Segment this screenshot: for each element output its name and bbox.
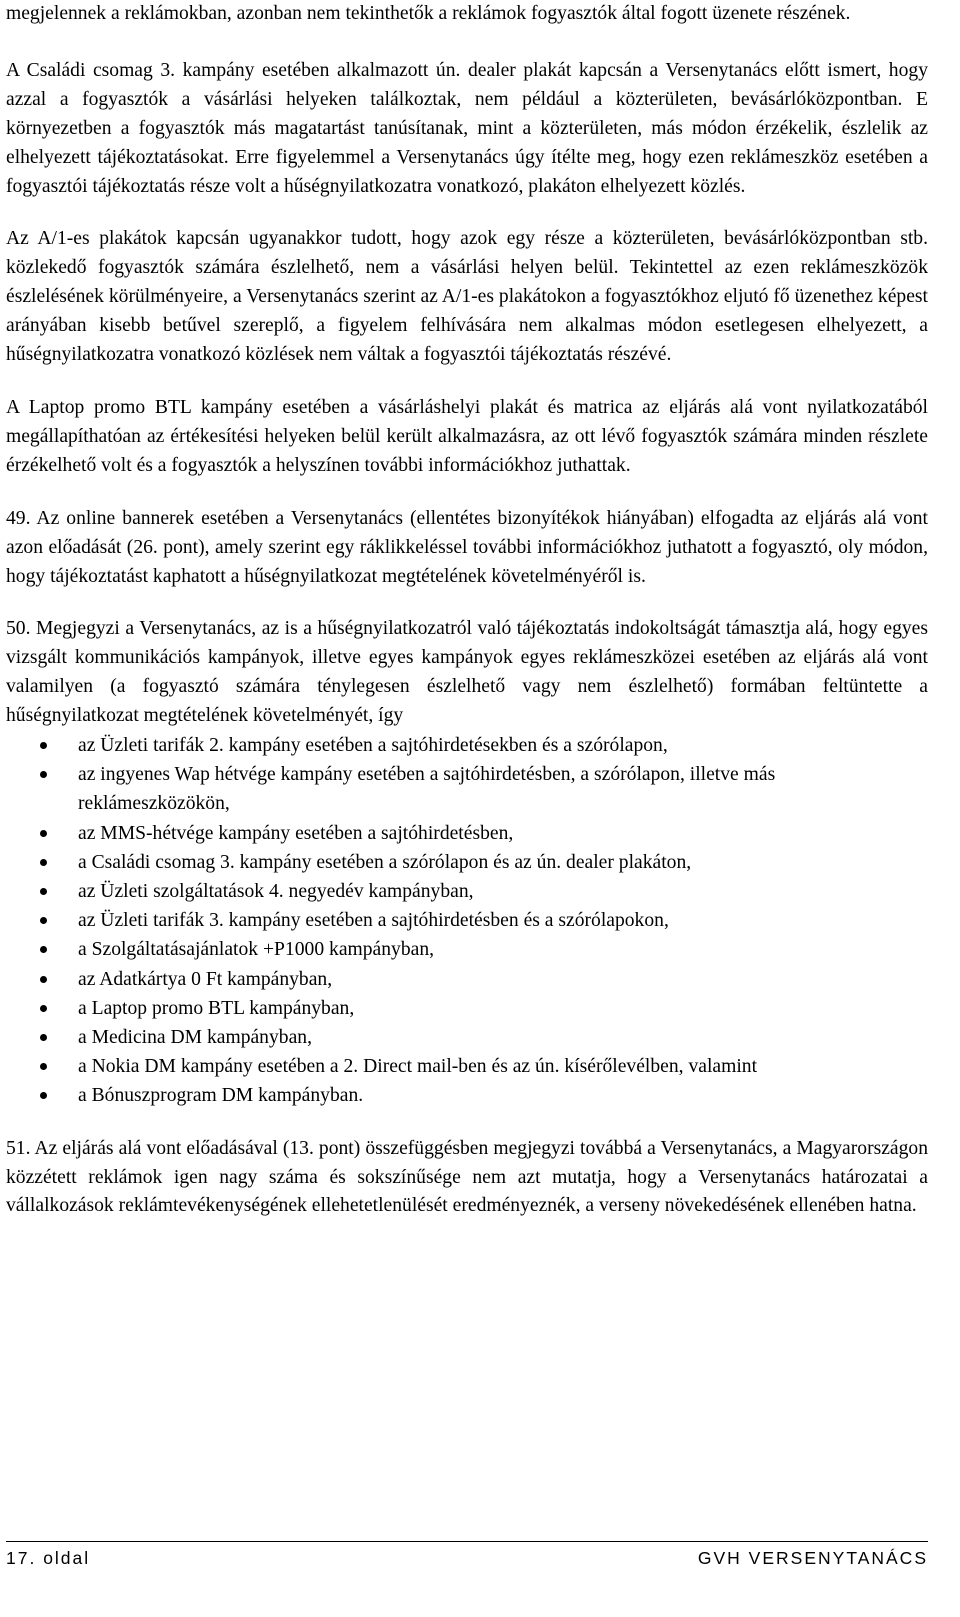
bullet-icon [40, 976, 47, 983]
list-item: az ingyenes Wap hétvége kampány esetében a sajtóhirdetésben, a szórólapon, illetve más reklámeszközökön, [6, 760, 928, 818]
bullet-icon [40, 1005, 47, 1012]
bullet-icon [40, 1063, 47, 1070]
paragraph-a1-plakatok: Az A/1-es plakátok kapcsán ugyanakkor tudott, hogy azok egy része a közterületen, bevásárlóközpontban stb. közlekedő fogyasztók számára észlelhető, nem a vásárlási helyen belül. Tekintettel az ezen reklámeszközök észlelésének körülményeire, a Versenytanács szerint az A/1-es plakátokon a fogyasztókhoz eljutó fő üzenethez képest arányában kisebb betűvel szereplő, a figyelem felhívására nem alkalmas módon esetlegesen elhelyezett, a hűségnyilatkozatra vonatkozó közlések nem váltak a fogyasztói tájékoztatás részévé. [6, 228, 928, 366]
list-item: a Szolgáltatásajánlatok +P1000 kampányban, [6, 935, 928, 964]
list-item: a Laptop promo BTL kampányban, [6, 994, 928, 1023]
bullet-icon [40, 1034, 47, 1041]
footer-organization: GVH VERSENYTANÁCS [697, 1548, 928, 1568]
paragraph-49: 49. Az online bannerek esetében a Versenytanács (ellentétes bizonyítékok hiányában) elfogadta az eljárás alá vont azon előadását (26. pont), amely szerint egy ráklikkeléssel további információkhoz juthatott a fogyasztó, oly módon, hogy tájékoztatást kaphatott a hűségnyilatkozat megtételének követelményéről is. [6, 507, 928, 587]
bullet-icon [40, 859, 47, 866]
list-item: a Nokia DM kampány esetében a 2. Direct mail-ben és az ún. kísérőlevélben, valamint [6, 1052, 928, 1081]
bullet-icon [40, 771, 47, 778]
list-item: a Medicina DM kampányban, [6, 1023, 928, 1052]
paragraph-50: 50. Megjegyzi a Versenytanács, az is a hűségnyilatkozatról való tájékoztatás indokoltságát támasztja alá, hogy egyes vizsgált kommunikációs kampányok, illetve egyes kampányok egyes reklámeszközei esetében az eljárás alá vont valamilyen (a fogyasztó számára ténylegesen észlelhető vagy nem észlelhető) formában feltüntette a hűségnyilatkozat megtételének követelményét, így [6, 618, 928, 727]
page-number: 17. oldal [6, 1548, 91, 1568]
bullet-icon [40, 946, 47, 953]
campaign-list [6, 731, 928, 1111]
paragraph-csaladi-csomag: A Családi csomag 3. kampány esetében alkalmazott ún. dealer plakát kapcsán a Versenytanács előtt ismert, hogy azzal a fogyasztók a vásárlási helyeken találkoztak, nem például a közterületen, bevásárlóközpontban. E környezetben a fogyasztók más magatartást tanúsítanak, mint a közterületen, más módon érzékelik, észlelik az elhelyezett tájékoztatásokat. Erre figyelemmel a Versenytanács úgy ítélte meg, hogy ezen reklámeszköz esetében a fogyasztói tájékoztatás része volt a hűségnyilatkozatra vonatkozó, plakáton elhelyezett közlés. [6, 59, 928, 197]
list-item: az Üzleti tarifák 2. kampány esetében a sajtóhirdetésekben és a szórólapon, [6, 731, 928, 760]
list-item: az Adatkártya 0 Ft kampányban, [6, 965, 928, 994]
list-item: az Üzleti tarifák 3. kampány esetében a sajtóhirdetésben és a szórólapokon, [6, 906, 928, 935]
paragraph-laptop-promo: A Laptop promo BTL kampány esetében a vásárláshelyi plakát és matrica az eljárás alá vont nyilatkozatából megállapíthatóan az értékesítési helyeken belül került alkalmazásra, az ott lévő fogyasztók számára minden részlete érzékelhető volt és a fogyasztók a helyszínen további információkhoz juthattak. [6, 396, 928, 476]
list-item: az MMS-hétvége kampány esetében a sajtóhirdetésben, [6, 819, 928, 848]
paragraph-continued: megjelennek a reklámokban, azonban nem tekinthetők a reklámok fogyasztók által fogott üzenete részének. [6, 3, 851, 24]
list-item: a Bónuszprogram DM kampányban. [6, 1081, 928, 1110]
list-item: az Üzleti szolgáltatások 4. negyedév kampányban, [6, 877, 928, 906]
bullet-icon [40, 888, 47, 895]
bullet-icon [40, 830, 47, 837]
footer-divider [6, 1541, 928, 1542]
bullet-icon [40, 917, 47, 924]
bullet-icon [40, 1092, 47, 1099]
document-body [6, 0, 928, 1221]
bullet-icon [40, 742, 47, 749]
paragraph-51: 51. Az eljárás alá vont előadásával (13. pont) összefüggésben megjegyzi továbbá a Versenytanács, a Magyarországon közzétett reklámok igen nagy száma és sokszínűsége nem azt mutatja, hogy a Versenytanács határozatai a vállalkozások reklámtevékenységének ellehetetlenülését eredményeznék, a verseny növekedésének ellenében hatna. [6, 1137, 928, 1217]
list-item: a Családi csomag 3. kampány esetében a szórólapon és az ún. dealer plakáton, [6, 848, 928, 877]
